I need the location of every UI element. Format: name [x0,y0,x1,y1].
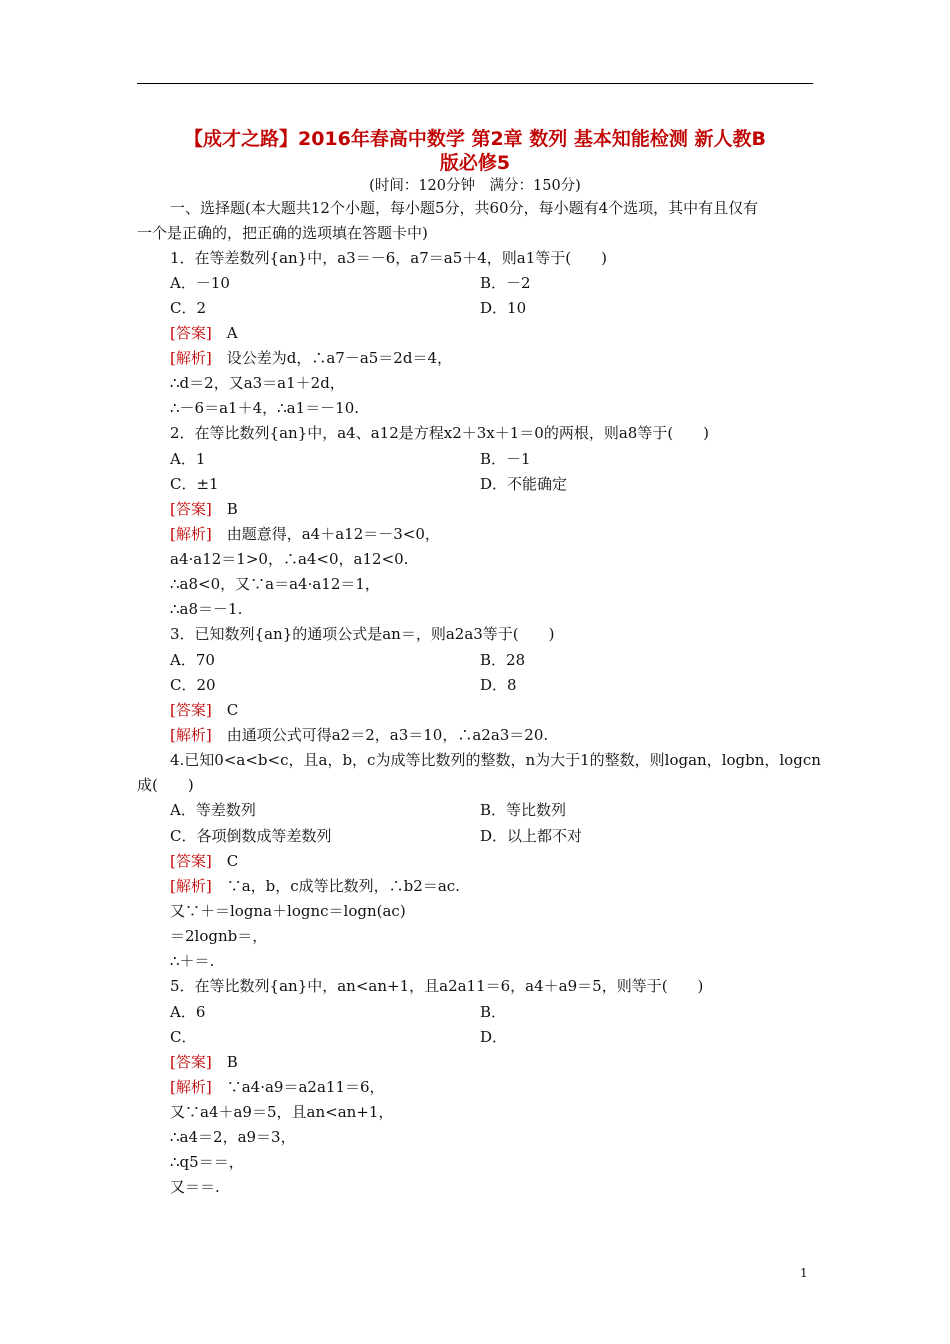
question-2-analysis-line: ∴a8＝－1. [170,600,243,618]
question-4-analysis-row [170,876,460,896]
document-title-line-2: 版必修5 [439,152,511,174]
question-1-analysis-line: ∴d＝2，又a3＝a1＋2d， [170,374,345,392]
question-3-answer-row [170,700,238,720]
answer-value: C [226,852,239,870]
question-2-stem: 2．在等比数列{an}中，a4、a12是方程x2＋3x＋1＝0的两根，则a8等于( ) [170,424,710,442]
analysis-label: [解析] [170,877,212,895]
question-5-option-b: B． [480,1003,507,1021]
question-4-answer-row [170,851,238,871]
question-1-option-d: D．10 [480,299,527,317]
question-5-option-d: D． [480,1028,508,1046]
document-title-line-1: 【成才之路】2016年春高中数学 第2章 数列 基本知能检测 新人教B [183,128,767,150]
question-3-option-c: C．20 [170,676,216,694]
question-2-option-c: C．±1 [170,475,219,493]
question-1-option-c: C．2 [170,299,207,317]
question-2-analysis-line: a4·a12＝1>0，∴a4<0，a12<0. [170,550,409,568]
question-4-analysis-line: 又∵＋＝logna＋lognc＝logn(ac) [170,902,406,920]
analysis-text: 由通项公式可得a2＝2，a3＝10，∴a2a3＝20. [226,726,549,744]
question-1-analysis-row [170,348,452,368]
question-4-option-a: A．等差数列 [170,801,256,819]
answer-label: [答案] [170,852,212,870]
question-2-option-d: D．不能确定 [480,475,568,493]
answer-value: B [226,500,238,518]
question-2-analysis-line: ∴a8<0，又∵a＝a4·a12＝1， [170,575,380,593]
question-3-option-d: D．8 [480,676,517,694]
section-heading-line-2: 一个是正确的，把正确的选项填在答题卡中) [137,224,428,242]
question-5-analysis-line: ∴q5＝＝， [170,1153,244,1171]
answer-value: C [226,701,239,719]
document-subtitle: (时间：120分钟 满分：150分) [369,178,581,194]
analysis-label: [解析] [170,525,212,543]
question-1-stem: 1．在等差数列{an}中，a3＝－6，a7＝a5＋4，则a1等于( ) [170,249,607,267]
question-4-option-d: D．以上都不对 [480,827,583,845]
answer-label: [答案] [170,324,212,342]
question-4-analysis-line: ＝2lognb＝， [170,927,268,945]
question-5-option-c: C． [170,1028,197,1046]
analysis-label: [解析] [170,726,212,744]
question-5-analysis-line: 又＝＝. [170,1178,220,1196]
analysis-label: [解析] [170,1078,212,1096]
question-3-analysis-row [170,725,548,745]
analysis-text: ∵a4·a9＝a2a11＝6， [226,1078,385,1096]
question-5-analysis-line: ∴a4＝2，a9＝3， [170,1128,296,1146]
question-2-answer-row [170,499,238,519]
question-1-analysis-line: ∴－6＝a1＋4，∴a1＝－10. [170,399,360,417]
page-number: 1 [800,1266,808,1280]
question-4-option-c: C．各项倒数成等差数列 [170,827,332,845]
analysis-text: ∵a，b，c成等比数列，∴b2＝ac. [226,877,460,895]
question-3-option-a: A．70 [170,651,215,669]
question-1-option-b: B．－2 [480,274,531,292]
analysis-label: [解析] [170,349,212,367]
question-4-option-b: B．等比数列 [480,801,567,819]
question-2-option-a: A．1 [170,450,206,468]
answer-label: [答案] [170,500,212,518]
question-5-option-a: A．6 [170,1003,206,1021]
question-5-stem: 5．在等比数列{an}中，an<an+1，且a2a11＝6，a4＋a9＝5，则等于( ) [170,977,704,995]
analysis-text: 设公差为d，∴a7－a5＝2d＝4， [226,349,452,367]
question-5-analysis-line: 又∵a4＋a9＝5，且an<an+1， [170,1103,394,1121]
question-5-answer-row [170,1052,238,1072]
answer-value: B [226,1053,238,1071]
question-4-stem: 4.已知0<a<b<c，且a，b，c为成等比数列的整数，n为大于1的整数，则logan，logbn，logcn [170,751,821,769]
question-2-option-b: B．－1 [480,450,531,468]
question-4-stem-continued: 成( ) [137,776,194,794]
answer-label: [答案] [170,701,212,719]
answer-label: [答案] [170,1053,212,1071]
answer-value: A [226,324,238,342]
question-1-option-a: A．－10 [170,274,230,292]
question-2-analysis-row [170,524,440,544]
question-3-stem: 3．已知数列{an}的通项公式是an＝，则a2a3等于( ) [170,625,555,643]
question-5-analysis-row [170,1077,385,1097]
analysis-text: 由题意得，a4＋a12＝－3<0， [226,525,440,543]
question-1-answer-row [170,323,238,343]
section-heading-line-1: 一、选择题(本大题共12个小题，每小题5分，共60分，每小题有4个选项，其中有且仅有 [170,199,759,217]
header-rule [137,83,813,84]
question-4-analysis-line: ∴＋＝. [170,952,215,970]
question-3-option-b: B．28 [480,651,526,669]
